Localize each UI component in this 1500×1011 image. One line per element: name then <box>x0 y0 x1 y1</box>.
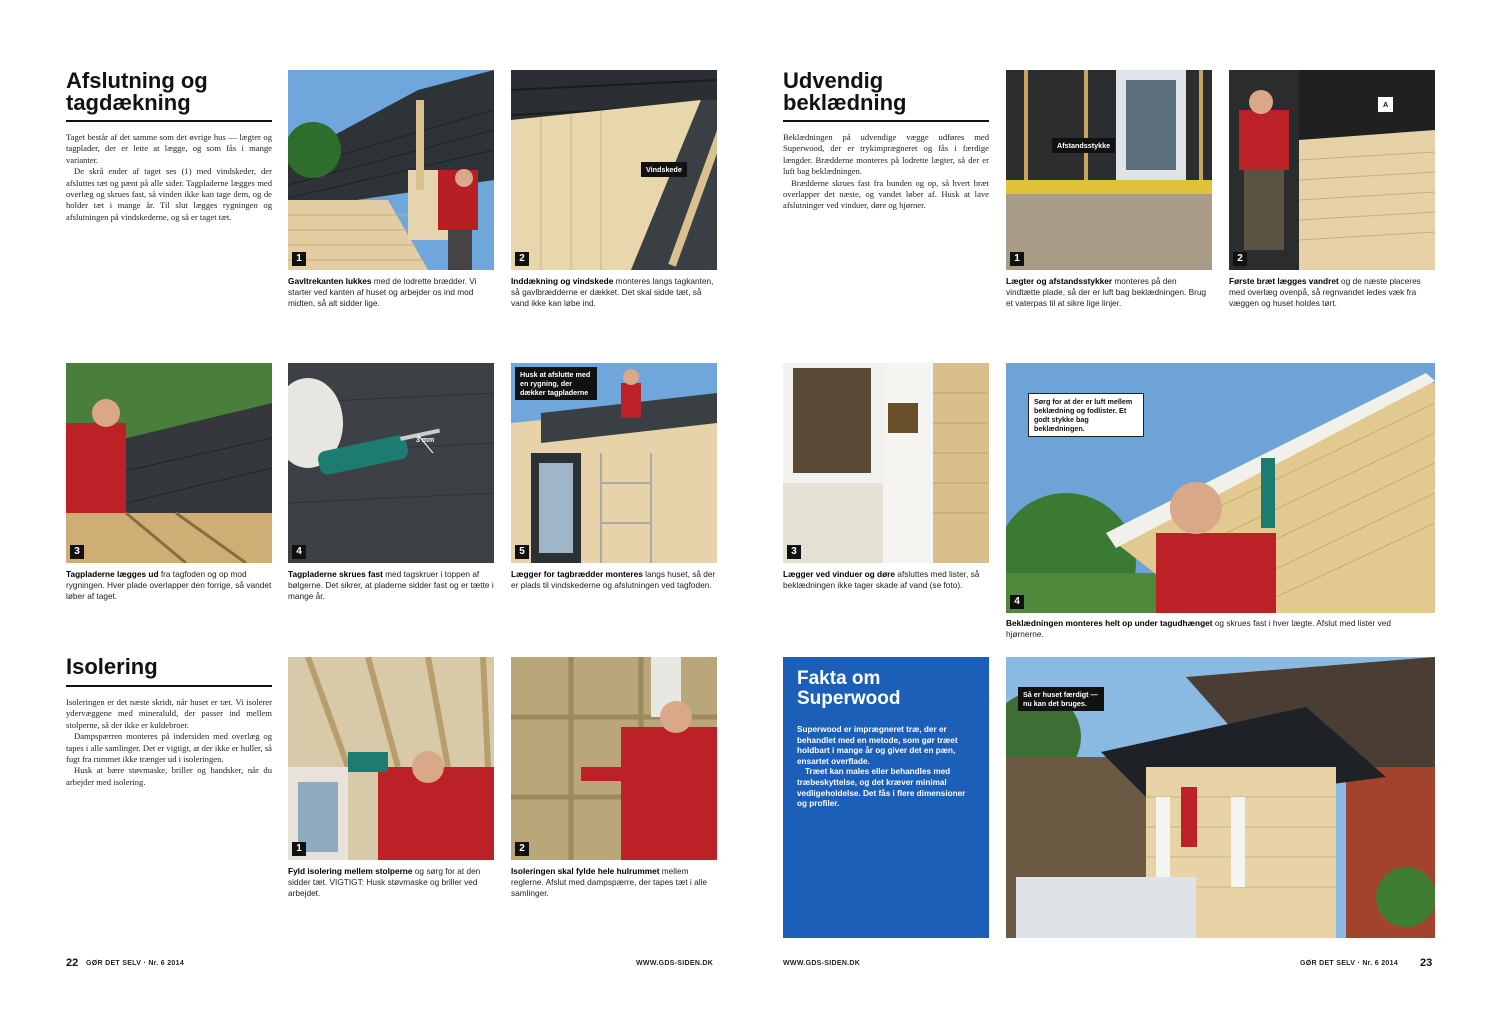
photo-insulation-ceiling <box>288 657 494 860</box>
footer-url-right[interactable]: WWW.GDS-SIDEN.DK <box>783 960 861 967</box>
callout-a: A <box>1377 96 1394 113</box>
caption-r3 <box>783 569 989 591</box>
photo-battens <box>1006 70 1212 270</box>
title-rule <box>66 685 272 687</box>
title-line-2: beklædning <box>783 90 907 115</box>
section-title-isolering: Isolering <box>66 654 158 679</box>
caption-heading: Gavltrekanten lukkes <box>288 276 372 286</box>
body-text-beklaedning <box>783 132 989 212</box>
caption-heading: Beklædningen monteres helt op under tagudhænget <box>1006 618 1213 628</box>
caption-heading: Inddækning og vindskede <box>511 276 614 286</box>
photo-gable-boards <box>288 70 494 270</box>
photo-number: 2 <box>515 842 529 856</box>
caption-text: og de næste placeres med overlæg ovenpå, så regnvandet ledes væk fra væggen og huset holdes tørt. <box>1229 276 1421 308</box>
caption-l4 <box>288 569 494 601</box>
fact-paragraph: Superwood er imprægneret træ, der er behandlet med en metode, som gør træet holdbart i mange år og giver det en pæn, ensartet overflade. <box>797 725 958 766</box>
caption-text: med de lodrette brædder. Vi starter ved kanten af huset og arbejder os ind mod midten, så alt sidder lige. <box>288 276 477 308</box>
photo-first-board <box>1229 70 1435 270</box>
paragraph: Brædderne skrues fast fra bunden og op, så hvert bræt overlapper det næste, og vandet løber af. Husk at lave afslutninger ved vinduer, døre og hjørner. <box>783 177 989 211</box>
caption-heading: Fyld isolering mellem stolperne <box>288 866 413 876</box>
photo-number: 3 <box>787 545 801 559</box>
callout-rygning: Husk at afslutte med en rygning, der dækker tagpladerne <box>515 367 597 400</box>
footer-url-left[interactable]: WWW.GDS-SIDEN.DK <box>636 960 714 967</box>
paragraph: Husk at bære støvmaske, briller og handsker, når du arbejder med isolering. <box>66 765 272 787</box>
caption-heading: Lægger for tagbrædder monteres <box>511 569 643 579</box>
section-title-beklaedning <box>783 70 906 114</box>
photo-number: 1 <box>292 842 306 856</box>
photo-insulation-wall <box>511 657 717 860</box>
title-line-2: tagdækning <box>66 90 191 115</box>
photo-number: 1 <box>292 252 306 266</box>
fact-box-title <box>797 669 900 709</box>
page-number-left: 22 <box>66 957 79 969</box>
photo-window-trim <box>783 363 989 563</box>
caption-r4 <box>1006 618 1406 640</box>
callout-mm: 3 mm <box>416 437 435 444</box>
photo-number: 3 <box>70 545 84 559</box>
body-text-tagdaekning <box>66 132 272 223</box>
photo-finished-house <box>1006 657 1435 938</box>
callout-afstandsstykke: Afstandsstykke <box>1052 138 1115 153</box>
fact-title-line-2: Superwood <box>797 688 901 709</box>
title-line-1: Afslutning og <box>66 68 208 93</box>
caption-text: fra tagfoden og op mod rygningen. Hver plade overlapper den forrige, så vandet løber af taget. <box>66 569 272 601</box>
paragraph: Beklædningen på udvendige vægge udføres med Superwood, der er trykimprægneret og fås i færdige længder. Brædderne monteres på lodrette lægter, så der er luft bag beklædningen. <box>783 132 989 177</box>
paragraph: Isoleringen er det næste skridt, når huset er tæt. Vi isolerer ydervæggene med mineraluld, der passer ind mellem stolperne, så der ikke er kuldebroer. <box>66 697 272 730</box>
photo-barge-board <box>511 70 717 270</box>
caption-l7 <box>511 866 717 898</box>
title-rule <box>66 120 272 122</box>
caption-text: monteres langs tagkanten, så gavlbrædderne er dækket. Det skal sidde tæt, så vand ikke kan løbe ind. <box>511 276 714 308</box>
caption-r1 <box>1006 276 1212 308</box>
caption-text: langs huset, så der er plads til vindskederne og afslutningen ved tagfoden. <box>511 569 716 590</box>
photo-scaffold <box>511 363 717 563</box>
caption-l5 <box>511 569 717 591</box>
photo-number: 2 <box>515 252 529 266</box>
title-rule <box>783 120 989 122</box>
photo-number: 5 <box>515 545 529 559</box>
paragraph: Dampspærren monteres på indersiden med overlæg og tapes i alle samlinger. Det er vigtigt, at der ikke er huller, så fugt fra rummet ikke trænger ud i isoleringen. <box>66 731 272 765</box>
title-line-1: Udvendig <box>783 68 884 93</box>
callout-done: Så er huset færdigt — nu kan det bruges. <box>1018 687 1104 711</box>
footer-left: GØR DET SELV · Nr. 6 2014 <box>86 960 185 967</box>
caption-heading: Lægter og afstandsstykker <box>1006 276 1113 286</box>
page-number-right: 23 <box>1420 957 1433 969</box>
caption-l3 <box>66 569 272 601</box>
caption-text: mellem reglerne. Afslut med dampspærre, der tapes tæt i alle samlinger. <box>511 866 707 898</box>
photo-roof-sheets <box>66 363 272 563</box>
fact-title-line-1: Fakta om <box>797 668 881 689</box>
caption-heading: Første bræt lægges vandret <box>1229 276 1339 286</box>
photo-screwing-sheets <box>288 363 494 563</box>
photo-number: 4 <box>1010 595 1024 609</box>
caption-text: med tagskruer i toppen af bølgerne. Det sikrer, at pladerne sidder fast og er tætte i mange år. <box>288 569 494 601</box>
photo-cladding-eave <box>1006 363 1435 613</box>
photo-number: 1 <box>1010 252 1024 266</box>
photo-number: 4 <box>292 545 306 559</box>
caption-heading: Tagpladerne lægges ud <box>66 569 159 579</box>
photo-number: 2 <box>1233 252 1247 266</box>
caption-r2 <box>1229 276 1435 308</box>
paragraph: Taget består af det samme som det øvrige hus — lægter og tagplader, der er lette at lægge, og som fås i mange varianter. <box>66 132 272 165</box>
section-title-tagdaekning <box>66 70 208 114</box>
footer-right: GØR DET SELV · Nr. 6 2014 <box>1300 960 1399 967</box>
caption-l2 <box>511 276 717 308</box>
caption-text: afsluttes med lister, så beklædningen ikke tager skade af vand (se foto). <box>783 569 980 590</box>
caption-heading: Lægger ved vinduer og døre <box>783 569 896 579</box>
fact-paragraph: Træet kan males eller behandles med træbeskyttelse, og det kræver minimal vedligeholdelse. Det fås i flere dimensioner og profiler. <box>797 767 966 809</box>
caption-text: monteres på den vindtætte plade, så der er luft bag beklædningen. Brug et vaterpas til at sikre lige linjer. <box>1006 276 1207 308</box>
caption-l1 <box>288 276 494 308</box>
body-text-isolering <box>66 697 272 788</box>
callout-vindskede: Vindskede <box>641 162 687 177</box>
paragraph: De skrå ender af taget ses (1) med vindskeder, der afsluttes tæt og pænt på alle sider. Tagpladerne lægges med overlæg og skrues fast, så vinden ikke kan tage dem, og de holder tæt i mange år. Til slut lægges rygningen og afslutningen på vindskederne, og så er taget tæt. <box>66 166 272 222</box>
callout-luft: Sørg for at der er luft mellem beklædning og fodlister. Et godt stykke bag beklædningen. <box>1028 393 1144 437</box>
fact-box-superwood <box>783 657 989 938</box>
caption-text: og sørg for at den sidder tæt. VIGTIGT: Husk støvmaske og briller ved arbejdet. <box>288 866 481 898</box>
fact-box-text <box>797 725 977 810</box>
caption-heading: Tagpladerne skrues fast <box>288 569 383 579</box>
caption-l6 <box>288 866 494 898</box>
caption-text: og skrues fast i hver lægte. Afslut med lister ved hjørnerne. <box>1006 618 1391 639</box>
caption-heading: Isoleringen skal fylde hele hulrummet <box>511 866 660 876</box>
